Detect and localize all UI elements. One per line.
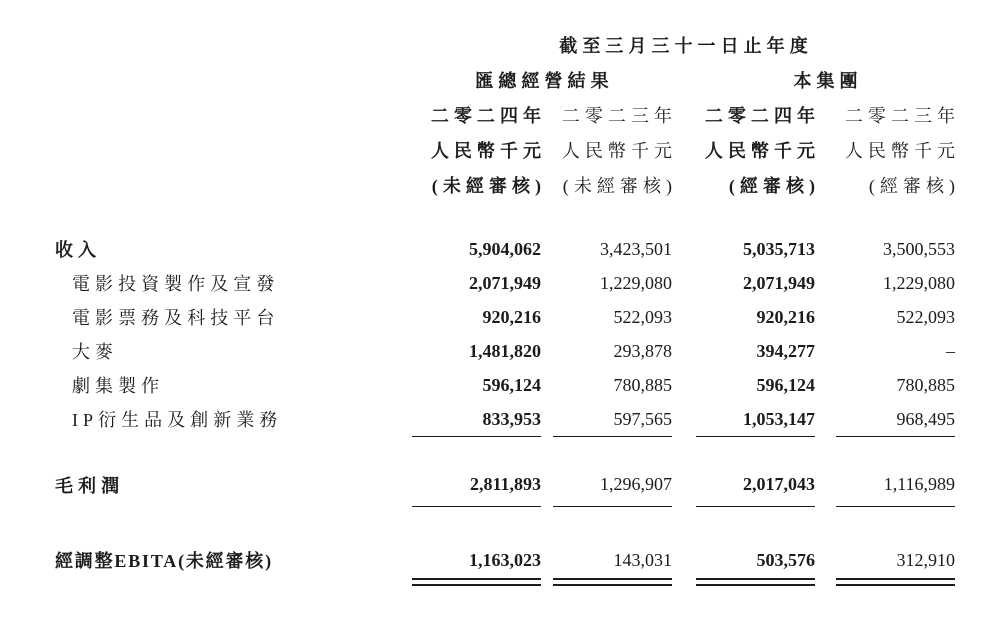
col-spacer bbox=[541, 266, 553, 300]
group-header-aggregated: 匯總經營結果 bbox=[475, 70, 614, 91]
col-spacer bbox=[672, 300, 696, 334]
label-col-spacer bbox=[55, 132, 412, 167]
cell-value: 312,910 bbox=[896, 549, 956, 570]
cell-value: 1,116,989 bbox=[836, 463, 955, 507]
col-spacer bbox=[672, 62, 696, 97]
col-spacer bbox=[541, 577, 553, 587]
currency-label: 人民幣千元 bbox=[704, 140, 821, 161]
year-label: 二零二三年 bbox=[561, 105, 678, 126]
cell-value: 5,904,062 bbox=[469, 238, 541, 259]
audit-label: (經審核) bbox=[868, 175, 961, 196]
currency-label: 人民幣千元 bbox=[844, 140, 961, 161]
table-title-cell bbox=[412, 28, 955, 62]
row-label: 劇集製作 bbox=[72, 376, 165, 396]
col-spacer bbox=[541, 402, 553, 437]
row-label: 經調整EBITA(未經審核) bbox=[55, 551, 273, 571]
table-row-ip-derivatives bbox=[55, 402, 955, 437]
table-title: 截至三月三十一日止年度 bbox=[559, 36, 813, 56]
cell-value: 1,229,080 bbox=[883, 272, 956, 293]
col-spacer bbox=[815, 368, 836, 402]
cell-value: 833,953 bbox=[412, 402, 541, 437]
col-spacer bbox=[672, 232, 696, 266]
col-spacer bbox=[815, 402, 836, 437]
section-spacer bbox=[55, 202, 955, 232]
table-row bbox=[55, 202, 955, 232]
col-spacer bbox=[672, 334, 696, 368]
col-spacer bbox=[815, 232, 836, 266]
cell-value: 3,423,501 bbox=[600, 238, 672, 259]
col-spacer bbox=[815, 334, 836, 368]
cell-value: 143,031 bbox=[613, 549, 672, 570]
double-rule bbox=[836, 578, 955, 586]
col-spacer bbox=[815, 577, 836, 587]
currency-label: 人民幣千元 bbox=[430, 140, 547, 161]
col-currency-header bbox=[836, 132, 961, 167]
col-spacer bbox=[541, 334, 553, 368]
cell-value: 920,216 bbox=[756, 306, 815, 327]
table-row bbox=[55, 507, 955, 544]
table-row bbox=[55, 167, 955, 202]
group-header-group-cell bbox=[696, 62, 955, 97]
cell-value: 503,576 bbox=[756, 549, 815, 570]
audit-label: (經審核) bbox=[728, 175, 821, 196]
double-rule-cell bbox=[836, 577, 955, 587]
group-header-group: 本集團 bbox=[793, 70, 863, 91]
col-spacer bbox=[672, 266, 696, 300]
table-row bbox=[55, 437, 955, 464]
segment-results-table bbox=[55, 28, 961, 587]
cell-value: 2,017,043 bbox=[696, 463, 815, 507]
table-row bbox=[55, 577, 955, 587]
row-label: IP衍生品及創新業務 bbox=[72, 410, 283, 431]
section-spacer bbox=[55, 507, 955, 544]
table-row-adjusted-ebita bbox=[55, 543, 955, 577]
cell-value: 1,229,080 bbox=[600, 272, 672, 293]
table-row bbox=[55, 62, 955, 97]
double-rule-cell bbox=[412, 577, 541, 587]
cell-value: 597,565 bbox=[553, 402, 672, 437]
col-audit-header bbox=[836, 167, 961, 202]
table-row-gross-profit bbox=[55, 463, 955, 507]
row-label: 毛利潤 bbox=[55, 475, 125, 496]
table-row-drama-production bbox=[55, 368, 955, 402]
audit-label: (未經審核) bbox=[431, 175, 547, 196]
double-rule bbox=[412, 578, 541, 586]
col-audit-header bbox=[696, 167, 821, 202]
label-col-spacer bbox=[55, 97, 412, 132]
double-rule-cell bbox=[553, 577, 672, 587]
col-spacer bbox=[672, 368, 696, 402]
col-spacer bbox=[815, 300, 836, 334]
table-row-ticketing-platform bbox=[55, 300, 955, 334]
col-currency-header bbox=[696, 132, 821, 167]
cell-value: 1,296,907 bbox=[553, 463, 672, 507]
col-spacer bbox=[672, 402, 696, 437]
table-row bbox=[55, 97, 955, 132]
row-label: 大麥 bbox=[72, 342, 119, 362]
table-row-damai bbox=[55, 334, 955, 368]
col-spacer bbox=[541, 543, 553, 577]
cell-value: 596,124 bbox=[482, 374, 541, 395]
cell-value: 1,481,820 bbox=[469, 340, 541, 361]
section-spacer bbox=[55, 437, 955, 464]
col-spacer bbox=[541, 300, 553, 334]
col-spacer bbox=[672, 463, 696, 507]
cell-value: 968,495 bbox=[836, 402, 955, 437]
cell-value: 780,885 bbox=[613, 374, 672, 395]
double-rule bbox=[696, 578, 815, 586]
cell-value: 2,071,949 bbox=[743, 272, 815, 293]
year-label: 二零二三年 bbox=[844, 105, 961, 126]
currency-label: 人民幣千元 bbox=[561, 140, 678, 161]
label-col-spacer bbox=[55, 577, 412, 587]
col-spacer bbox=[815, 463, 836, 507]
cell-value: 920,216 bbox=[482, 306, 541, 327]
col-spacer bbox=[541, 368, 553, 402]
table-row-film-investment bbox=[55, 266, 955, 300]
row-label: 電影投資製作及宣發 bbox=[72, 274, 280, 294]
col-spacer bbox=[541, 232, 553, 266]
col-audit-header bbox=[412, 167, 547, 202]
table-row bbox=[55, 132, 955, 167]
col-currency-header bbox=[412, 132, 547, 167]
col-spacer bbox=[815, 543, 836, 577]
col-year-header bbox=[412, 97, 547, 132]
row-label: 電影票務及科技平台 bbox=[72, 308, 280, 328]
cell-value: 1,163,023 bbox=[469, 549, 541, 570]
cell-value: 596,124 bbox=[756, 374, 815, 395]
double-rule-cell bbox=[696, 577, 815, 587]
cell-value: 522,093 bbox=[613, 306, 672, 327]
cell-value: 1,053,147 bbox=[696, 402, 815, 437]
label-col-spacer bbox=[55, 167, 412, 202]
table-row bbox=[55, 28, 955, 62]
group-header-aggregated-cell bbox=[412, 62, 672, 97]
col-year-header bbox=[836, 97, 961, 132]
cell-value: 3,500,553 bbox=[883, 238, 956, 259]
col-year-header bbox=[553, 97, 678, 132]
col-spacer bbox=[541, 463, 553, 507]
audit-label: (未經審核) bbox=[562, 175, 678, 196]
label-col-spacer bbox=[55, 28, 412, 62]
label-col-spacer bbox=[55, 62, 412, 97]
cell-value: 5,035,713 bbox=[743, 238, 815, 259]
cell-value: 780,885 bbox=[896, 374, 956, 395]
col-spacer bbox=[815, 266, 836, 300]
year-label: 二零二四年 bbox=[430, 105, 547, 126]
cell-value: 2,811,893 bbox=[412, 463, 541, 507]
col-currency-header bbox=[553, 132, 678, 167]
col-spacer bbox=[672, 543, 696, 577]
double-rule bbox=[553, 578, 672, 586]
row-label: 收入 bbox=[55, 240, 102, 260]
cell-value: 2,071,949 bbox=[469, 272, 541, 293]
col-spacer bbox=[672, 577, 696, 587]
col-audit-header bbox=[553, 167, 678, 202]
table-row-revenue bbox=[55, 232, 955, 266]
col-year-header bbox=[696, 97, 821, 132]
year-label: 二零二四年 bbox=[704, 105, 821, 126]
cell-value: – bbox=[946, 340, 956, 361]
cell-value: 293,878 bbox=[613, 340, 672, 361]
cell-value: 522,093 bbox=[896, 306, 956, 327]
cell-value: 394,277 bbox=[756, 340, 815, 361]
